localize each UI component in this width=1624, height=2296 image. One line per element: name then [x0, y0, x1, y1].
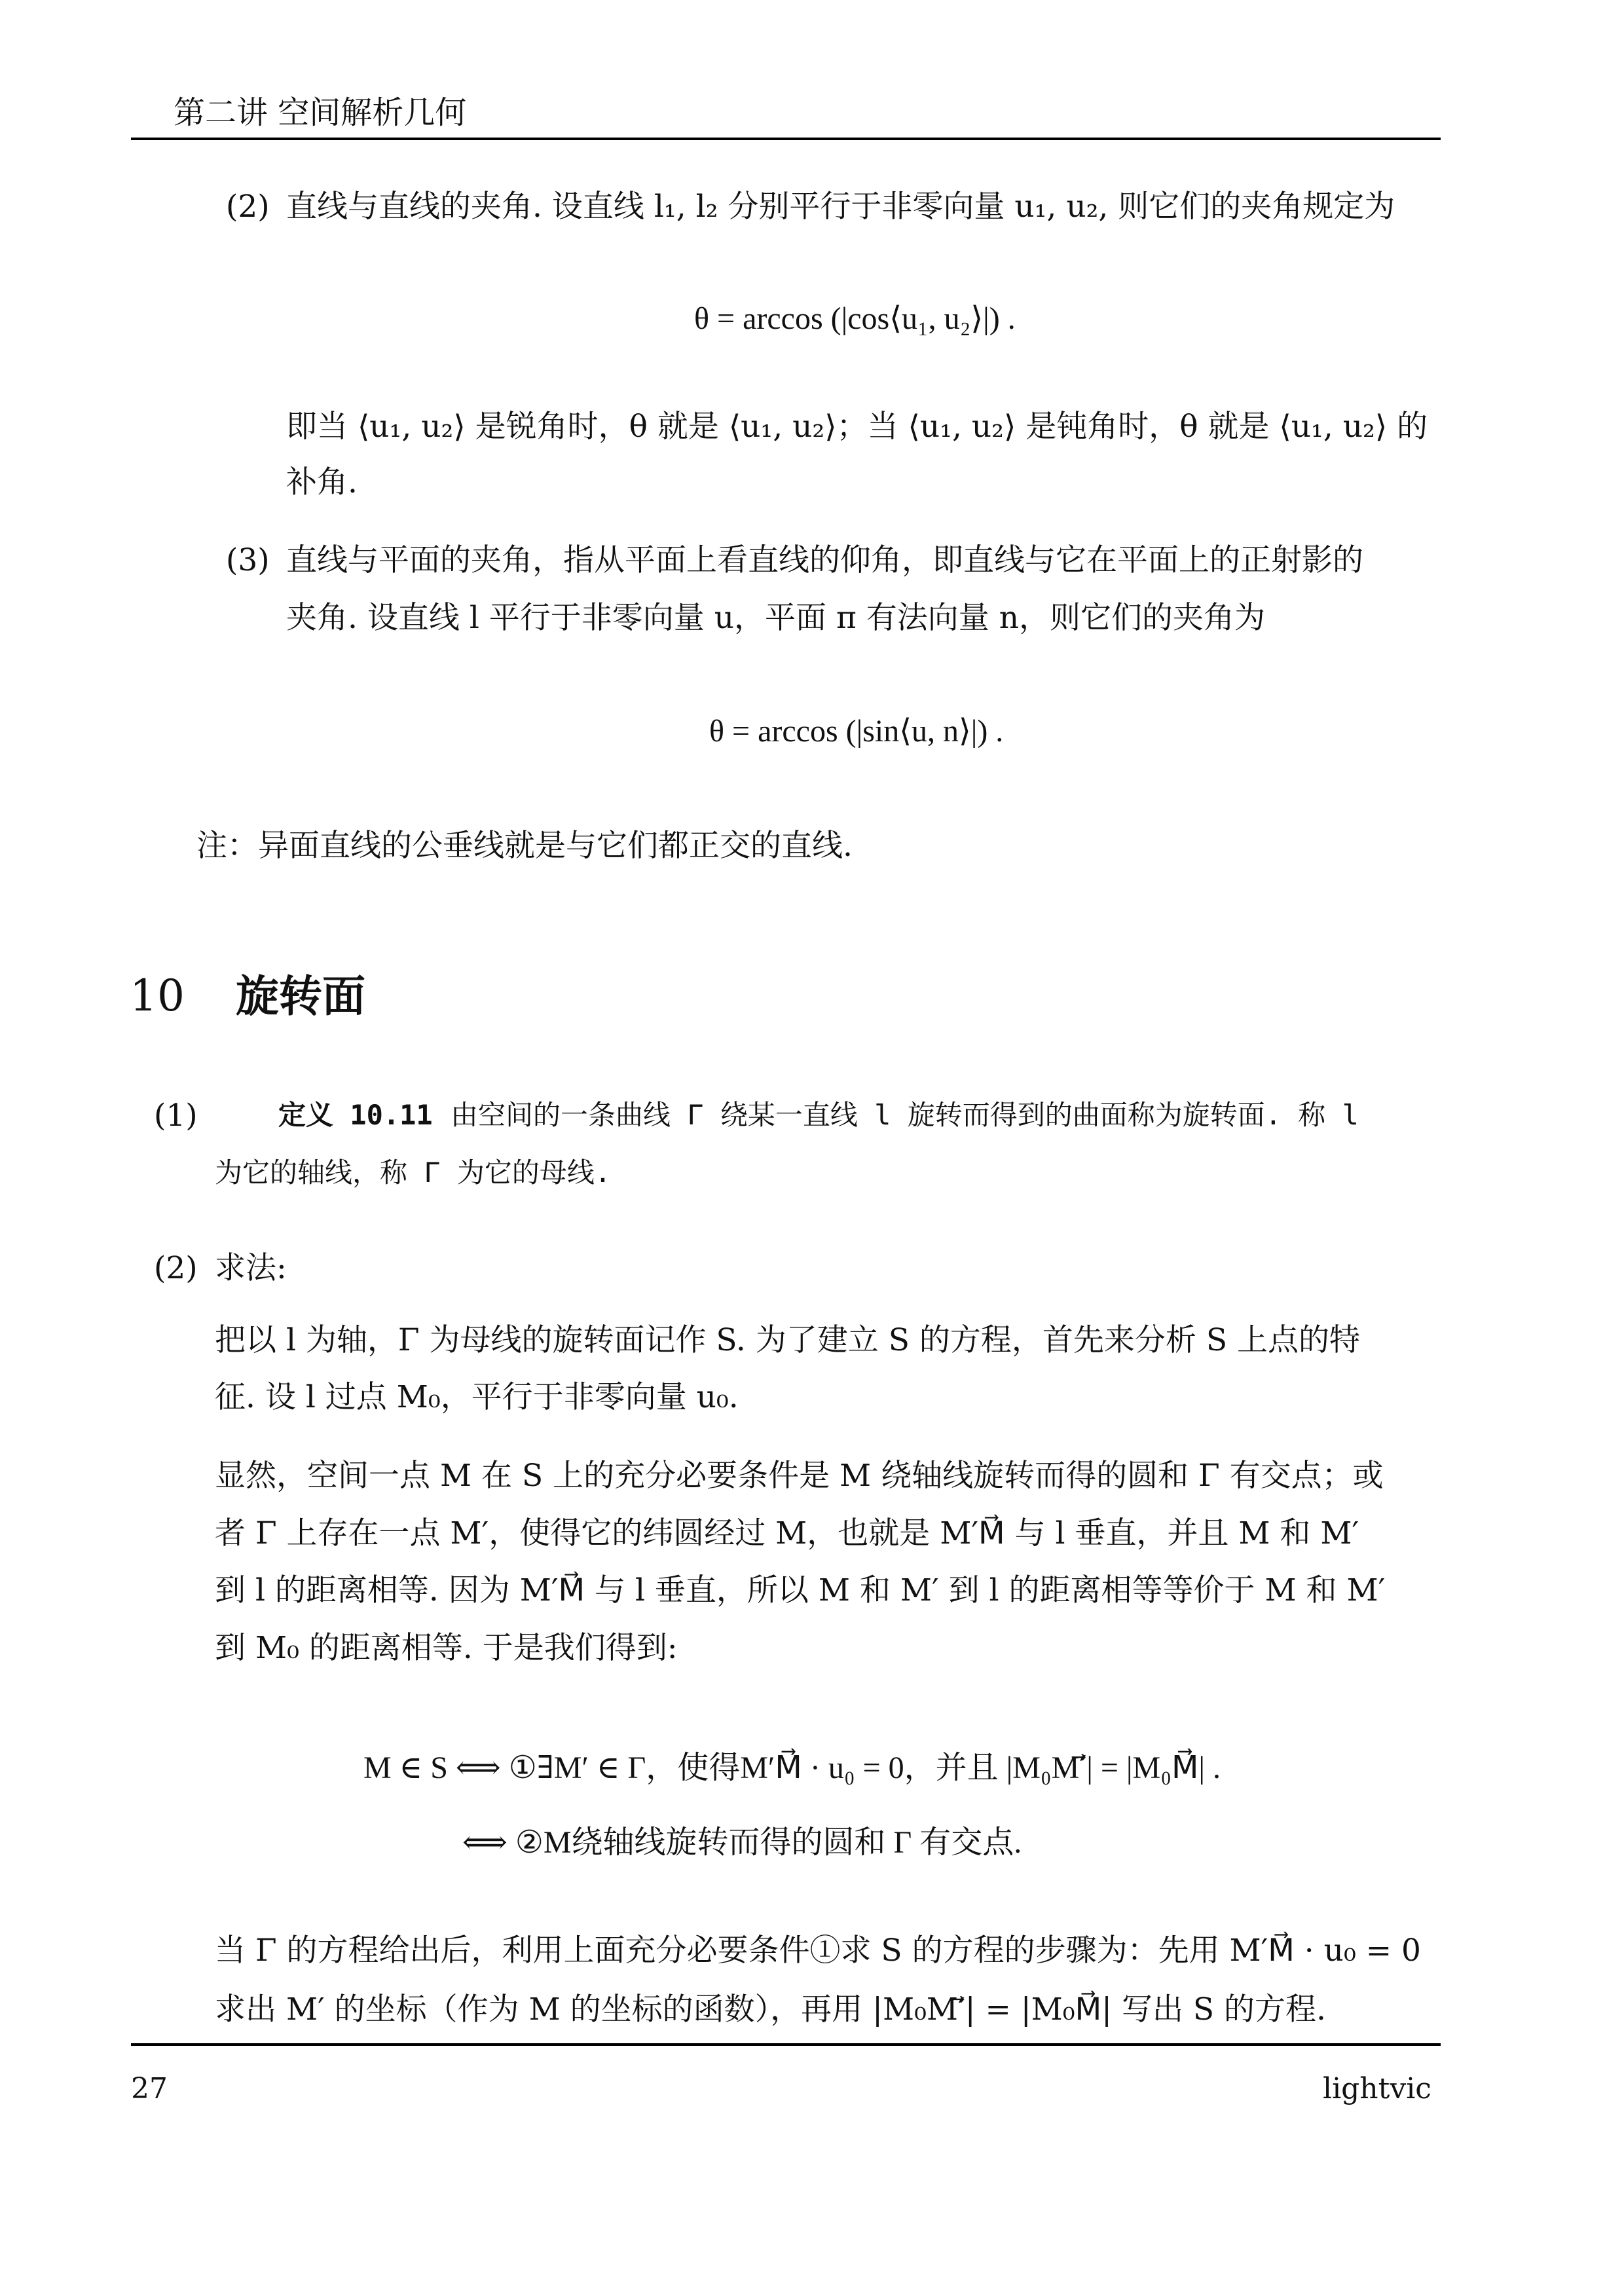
- section-title: 旋转面: [236, 971, 365, 1022]
- display-equation: θ = arccos (|sin⟨u, n⟩|) .: [709, 714, 1004, 749]
- body-text: 直线与直线的夹角. 设直线 l₁, l₂ 分别平行于非零向量 u₁, u₂, 则它们的夹角规定为: [286, 189, 1395, 225]
- definition-text: 为它的轴线，称 Γ 为它的母线.: [215, 1157, 612, 1189]
- display-equation: ⟺ ②M绕轴线旋转而得的圆和 Γ 有交点.: [462, 1825, 1022, 1860]
- method-heading: 求法:: [215, 1250, 287, 1286]
- definition-text: 由空间的一条曲线 Γ 绕某一直线 l 旋转而得到的曲面称为旋转面. 称 l: [451, 1099, 1359, 1131]
- footer-rule: [131, 2043, 1441, 2046]
- definition-label: [278, 1099, 433, 1131]
- body-text: 征. 设 l 过点 M₀，平行于非零向量 u₀.: [215, 1379, 739, 1415]
- footer-author: lightvic: [1323, 2072, 1431, 2105]
- body-text: 即当 ⟨u₁, u₂⟩ 是锐角时，θ 就是 ⟨u₁, u₂⟩；当 ⟨u₁, u₂⟩ 是钝角时，θ 就是 ⟨u₁, u₂⟩ 的: [286, 409, 1428, 445]
- definition-label-text: 定义 10.11: [278, 1099, 433, 1131]
- note-text: 注：异面直线的公垂线就是与它们都正交的直线.: [196, 828, 853, 864]
- body-text: 补角.: [286, 464, 358, 500]
- body-text: 者 Γ 上存在一点 M′，使得它的纬圆经过 M，也就是 M′M⃗ 与 l 垂直，并且 M 和 M′: [215, 1515, 1359, 1551]
- item-number: (1): [154, 1098, 198, 1134]
- body-text: 到 l 的距离相等. 因为 M′M⃗ 与 l 垂直，所以 M 和 M′ 到 l 的距离相等等价于 M 和 M′: [215, 1572, 1386, 1608]
- item-number: (2): [226, 189, 270, 225]
- display-equation: M ∈ S ⟺ ①∃M′ ∈ Γ，使得M′M⃗ · u₀ = 0，并且 |M₀M′⃗| = |M₀M⃗| .: [363, 1750, 1221, 1785]
- body-text: 当 Γ 的方程给出后，利用上面充分必要条件①求 S 的方程的步骤为：先用 M′M⃗ · u₀ = 0: [215, 1933, 1421, 1969]
- body-text: 直线与平面的夹角，指从平面上看直线的仰角，即直线与它在平面上的正射影的: [286, 542, 1363, 578]
- body-text: 显然，空间一点 M 在 S 上的充分必要条件是 M 绕轴线旋转而得的圆和 Γ 有交点；或: [215, 1458, 1384, 1494]
- header-rule: [131, 138, 1441, 140]
- section-number: 10: [130, 971, 185, 1021]
- display-equation: θ = arccos (|cos⟨u₁, u₂⟩|) .: [694, 301, 1016, 336]
- body-text: 夹角. 设直线 l 平行于非零向量 u，平面 π 有法向量 n，则它们的夹角为: [286, 600, 1265, 636]
- item-number: (3): [226, 542, 270, 578]
- running-header: 第二讲 空间解析几何: [174, 94, 467, 131]
- body-text: 求出 M′ 的坐标（作为 M 的坐标的函数），再用 |M₀M′⃗| = |M₀M⃗| 写出 S 的方程.: [215, 1991, 1326, 2028]
- item-number: (2): [154, 1250, 198, 1286]
- body-text: 到 M₀ 的距离相等. 于是我们得到:: [215, 1630, 678, 1666]
- page-number: 27: [131, 2072, 168, 2105]
- body-text: 把以 l 为轴，Γ 为母线的旋转面记作 S. 为了建立 S 的方程，首先来分析 S 上点的特: [215, 1322, 1360, 1358]
